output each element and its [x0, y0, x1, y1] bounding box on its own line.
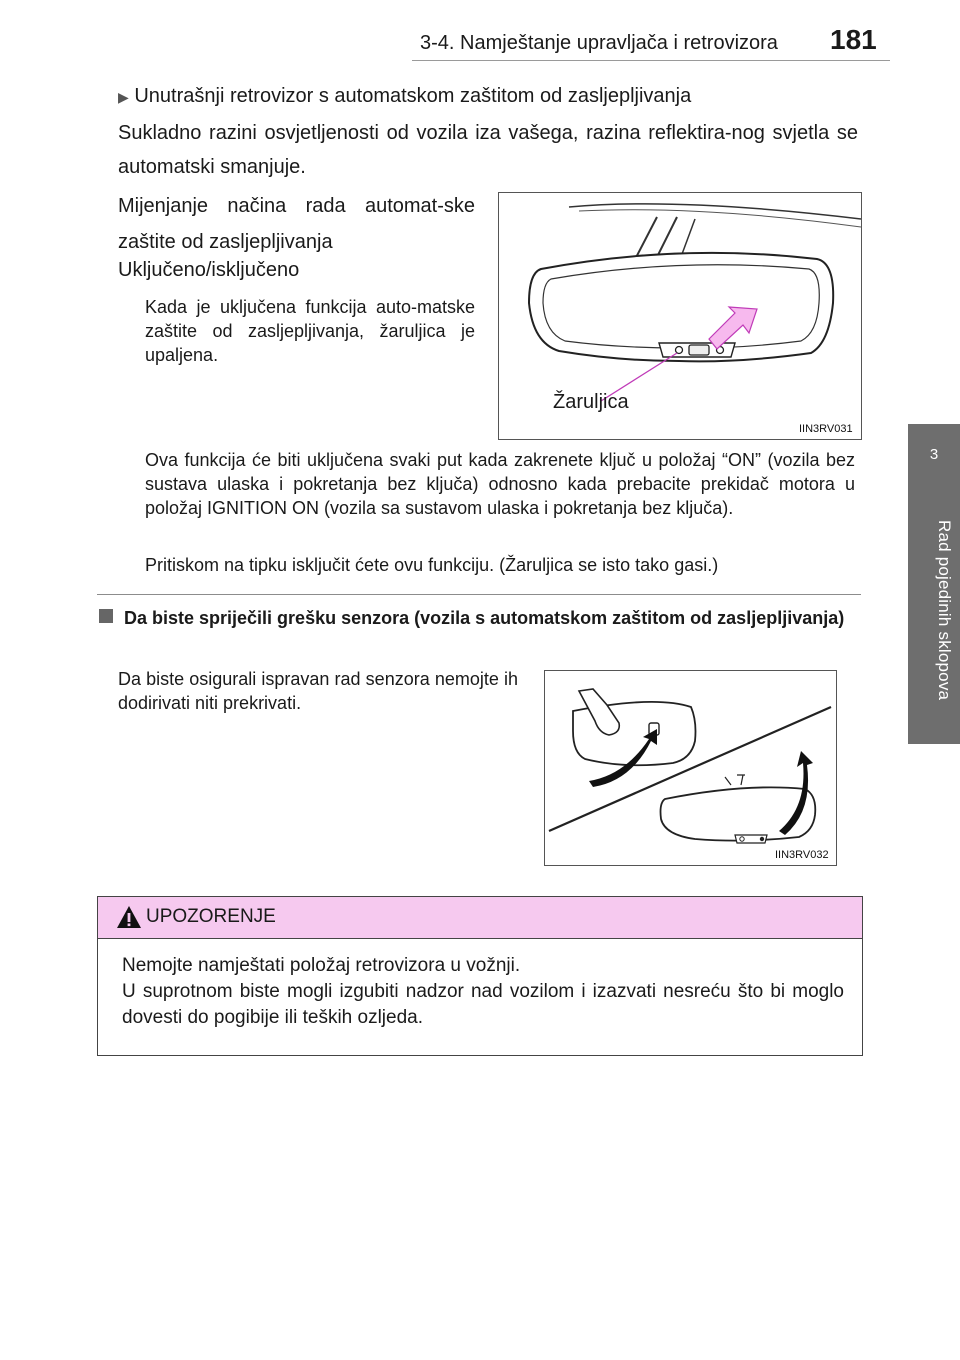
indicator-callout-label: Žaruljica [553, 391, 629, 413]
running-header: 3-4. Namještanje upravljača i retrovizora [420, 32, 778, 54]
page-number: 181 [830, 24, 877, 55]
intro-paragraph: Sukladno razini osvjetljenosti od vozila iza vašega, razina reflektira-nog svjetla se automatski smanjuje. [118, 122, 858, 178]
figure-mirror-button [498, 192, 862, 440]
triangle-bullet-icon: ▶ [118, 89, 129, 105]
warning-header [98, 897, 862, 939]
default-on-note: Ova funkcija će biti uključena svaki put kada zakrenete ključ u položaj “ON” (vozila bez sustava ulaska i pokretanja bez ključa) odnosno kada prebacite prekidač motora u položaj IGNITION ON (vozila sa sustavom ulaska i pokretanja bez ključa). [145, 450, 855, 518]
warning-title: UPOZORENJE [146, 906, 276, 927]
warning-box [97, 896, 863, 1056]
section-heading-auto-dimming: ▶ Unutrašnji retrovizor s automatskom zaštitom od zasljepljivanja [118, 85, 692, 107]
warning-body [122, 953, 844, 1031]
sensor-illustration [545, 671, 836, 865]
header-rule [412, 60, 890, 61]
figure-code: IIN3RV032 [775, 849, 829, 861]
turn-off-note: Pritiskom na tipku isključit ćete ovu funkciju. (Žaruljica se isto tako gasi.) [145, 555, 719, 575]
figure-sensor [544, 670, 837, 866]
warning-line-1: Nemojte namještati položaj retrovizora u vožnji. [122, 955, 521, 976]
chapter-title: Rad pojedinih sklopova [935, 520, 954, 701]
on-off-label: Uključeno/isključeno [118, 259, 300, 281]
sensor-text: Da biste osigurali ispravan rad senzora nemojte ih dodirivati niti prekrivati. [118, 669, 518, 713]
mode-change-heading: Mijenjanje načina rada automat-ske zaštite od zasljepljivanja [118, 195, 475, 253]
figure-code: IIN3RV031 [799, 423, 853, 435]
indicator-note: Kada je uključena funkcija auto-matske zaštite od zasljepljivanja, žaruljica je upaljena. [145, 297, 475, 365]
section-divider [97, 594, 861, 595]
sensor-heading: Da biste spriječili grešku senzora (vozila s automatskom zaštitom od zasljepljivanja) [124, 608, 845, 628]
chapter-number: 3 [929, 446, 939, 463]
square-bullet-icon [97, 606, 117, 626]
warning-line-2: U suprotnom biste mogli izgubiti nadzor nad vozilom i izazvati nesreću što bi moglo dovesti do pogibije ili teških ozljeda. [122, 981, 844, 1028]
warning-triangle-icon [116, 905, 142, 929]
